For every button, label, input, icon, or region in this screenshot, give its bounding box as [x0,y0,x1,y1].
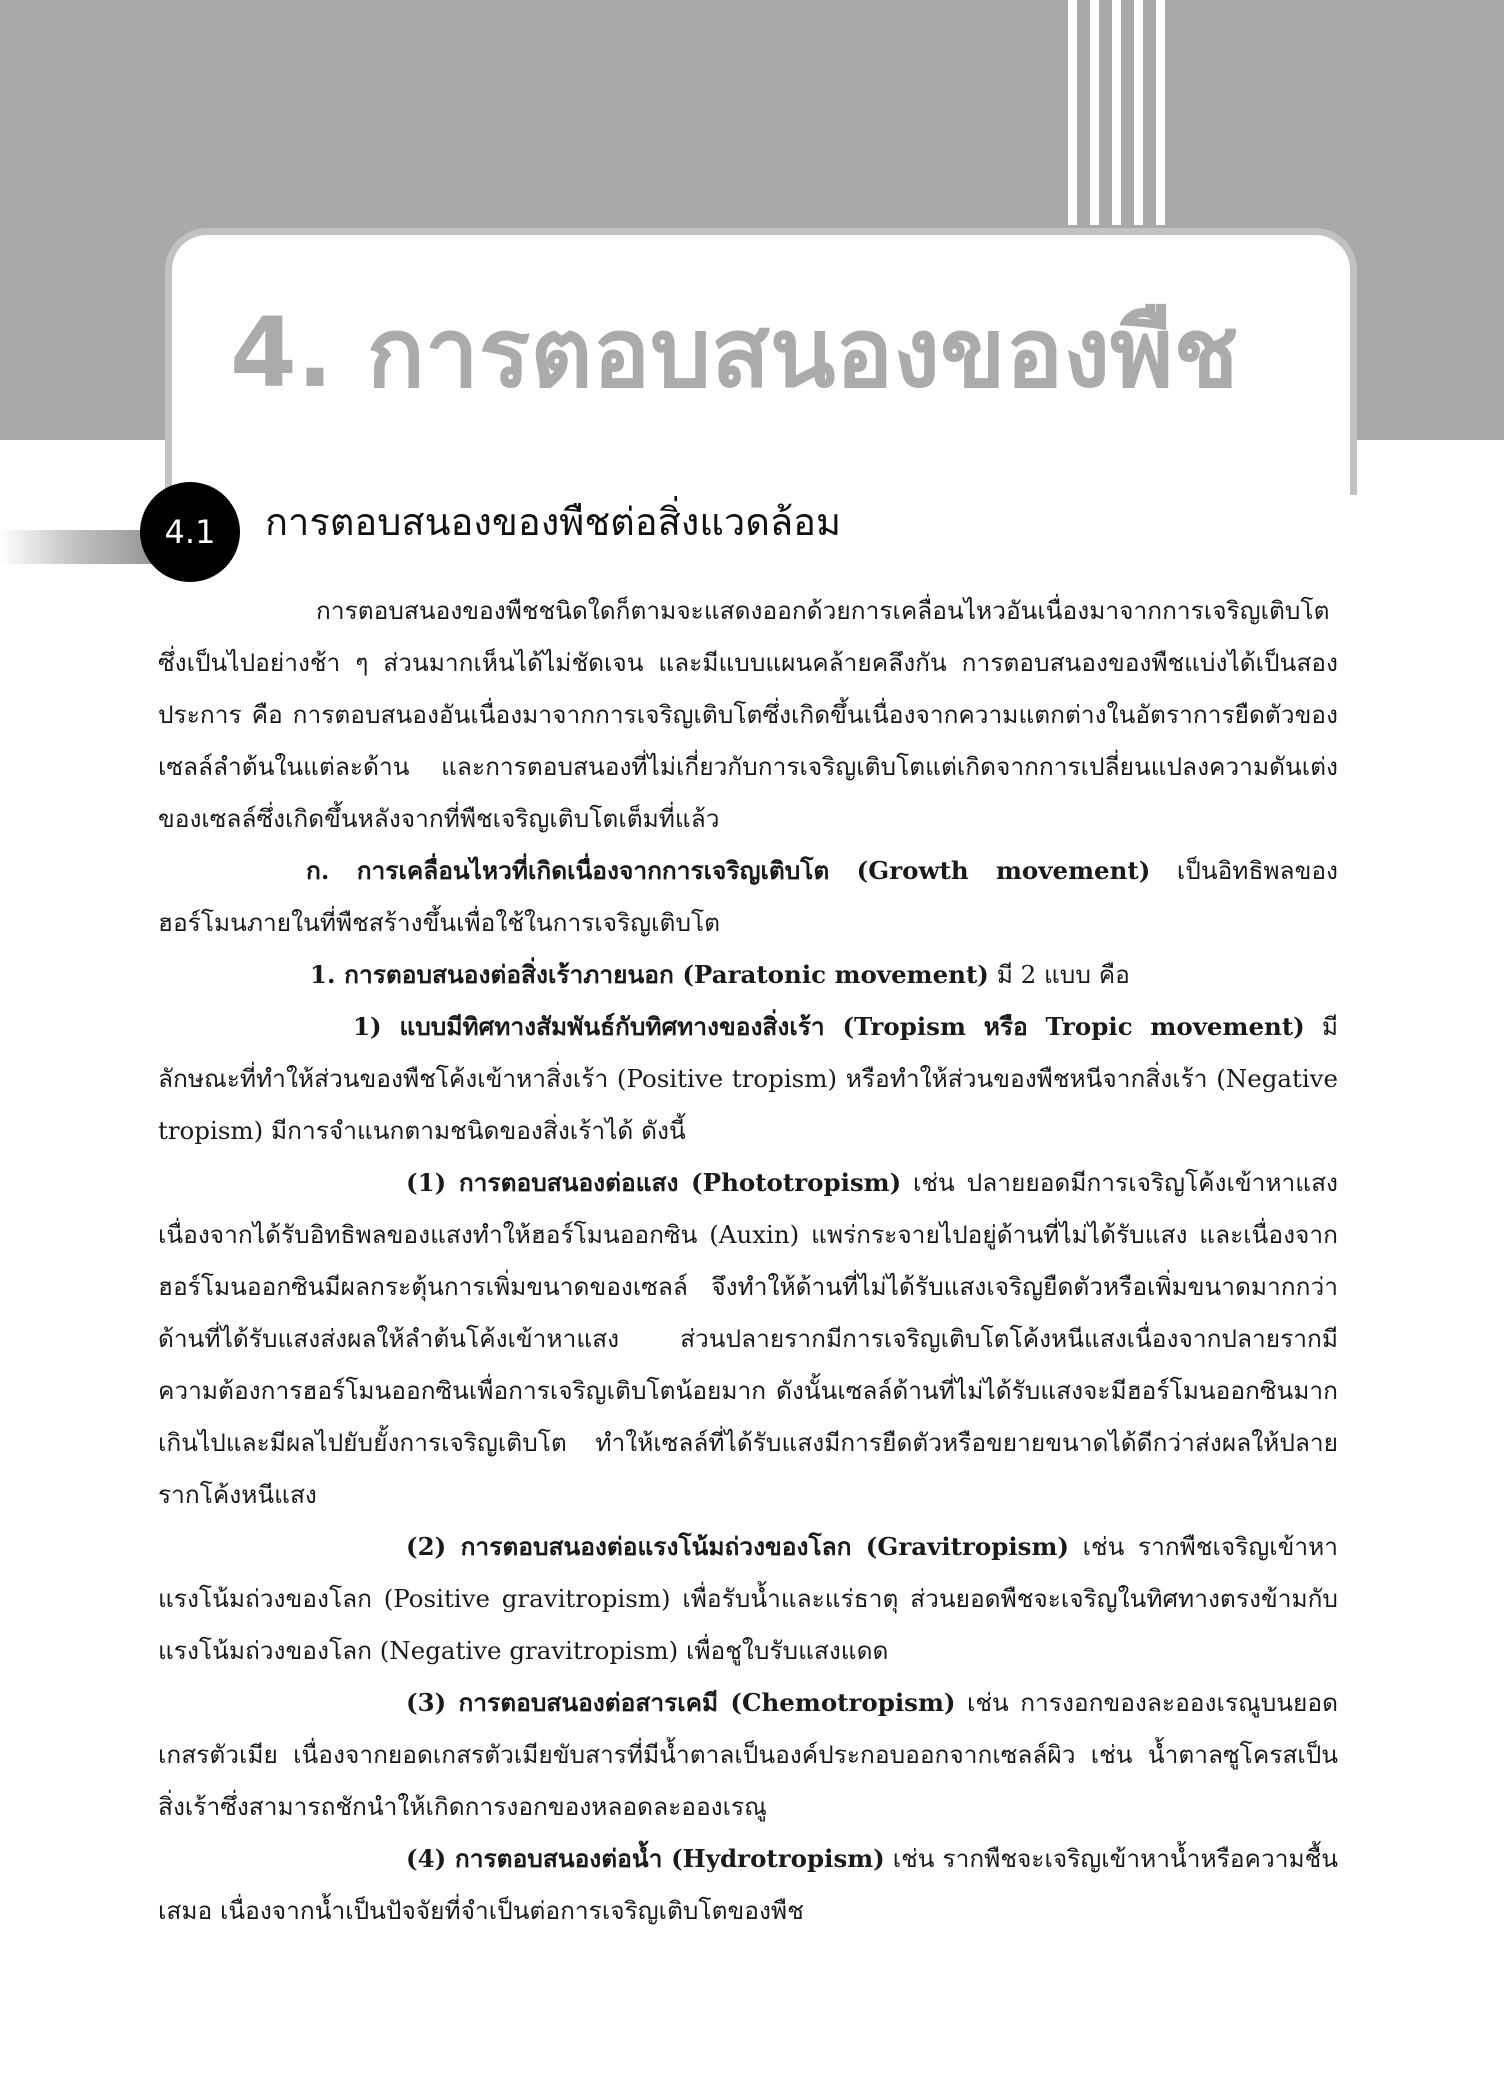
tropism-heading: 1) แบบมีทิศทางสัมพันธ์กับทิศทางของสิ่งเร้า (Tropism หรือ Tropic movement) [353,1012,1305,1041]
phototropism-heading: (1) การตอบสนองต่อแสง (Phototropism) [406,1168,902,1197]
chemotropism-text: เช่น การงอกของละอองเรณูบนยอดเกสรตัวเมีย เนื่องจากยอดเกสรตัวเมียขับสารที่มีน้ำตาลเป็นองค์ประกอบออกจากเซลล์ผิว เช่น น้ำตาลซูโครสเป็นสิ่งเร้าซึ่งสามารถชักนำให้เกิดการงอกของหลอดละอองเรณู [158,1688,1339,1821]
gravitropism-text: เช่น รากพืชเจริญเข้าหาแรงโน้มถ่วงของโลก (Positive gravitropism) เพื่อรับน้ำและแร่ธาตุ ส่วนยอดพืชจะเจริญในทิศทางตรงข้ามกับแรงโน้มถ่วงของโลก (Negative gravitropism) เพื่อชูใบรับแสงแดด [158,1532,1338,1665]
tropism-text: มีลักษณะที่ทำให้ส่วนของพืชโค้งเข้าหาสิ่งเร้า (Positive tropism) หรือทำให้ส่วนของพืชหนีจากสิ่งเร้า (Negative tropism) มีการจำแนกตามชนิดของสิ่งเร้าได้ ดังนี้ [158,1012,1338,1145]
tropism-paragraph [158,1001,1338,1157]
phototropism-paragraph [158,1157,1338,1521]
growth-movement-heading: ก. การเคลื่อนไหวที่เกิดเนื่องจากการเจริญเติบโต (Growth movement) [306,856,1151,885]
chapter-title: 4. การตอบสนองของพืช [230,297,1239,409]
hydrotropism-text: เช่น รากพืชจะเจริญเข้าหาน้ำหรือความชื้นเสมอ เนื่องจากน้ำเป็นปัจจัยที่จำเป็นต่อการเจริญเติบโตของพืช [158,1844,1338,1925]
decorative-stripes [1068,0,1178,225]
body-content [158,585,1338,1937]
hydrotropism-heading: (4) การตอบสนองต่อน้ำ (Hydrotropism) [406,1844,885,1873]
growth-movement-paragraph [158,845,1338,949]
section-number-badge: 4.1 [140,482,240,582]
hydrotropism-paragraph [158,1833,1338,1937]
gravitropism-paragraph [158,1521,1338,1677]
chemotropism-heading: (3) การตอบสนองต่อสารเคมี (Chemotropism) [406,1688,956,1717]
intro-paragraph: การตอบสนองของพืชชนิดใดก็ตามจะแสดงออกด้วยการเคลื่อนไหวอันเนื่องมาจากการเจริญเติบโตซึ่งเป็นไปอย่างช้า ๆ ส่วนมากเห็นได้ไม่ชัดเจน และมีแบบแผนคล้ายคลึงกัน การตอบสนองของพืชแบ่งได้เป็นสองประการ คือ การตอบสนองอันเนื่องมาจากการเจริญเติบโตซึ่งเกิดขึ้นเนื่องจากความแตกต่างในอัตราการยืดตัวของเซลล์ลำต้นในแต่ละด้าน และการตอบสนองที่ไม่เกี่ยวกับการเจริญเติบโตแต่เกิดจากการเปลี่ยนแปลงความดันเต่งของเซลล์ซึ่งเกิดขึ้นหลังจากที่พืชเจริญเติบโตเต็มที่แล้ว [158,596,1338,833]
paratonic-text: มี 2 แบบ คือ [988,960,1130,989]
section-title: การตอบสนองของพืชต่อสิ่งแวดล้อม [265,500,842,544]
paratonic-heading: 1. การตอบสนองต่อสิ่งเร้าภายนอก (Paratonic movement) [310,960,989,989]
growth-movement-text: เป็นอิทธิพลของฮอร์โมนภายในที่พืชสร้างขึ้นเพื่อใช้ในการเจริญเติบโต [158,856,1338,937]
phototropism-text: เช่น ปลายยอดมีการเจริญโค้งเข้าหาแสงเนื่องจากได้รับอิทธิพลของแสงทำให้ฮอร์โมนออกซิน (Auxin) แพร่กระจายไปอยู่ด้านที่ไม่ได้รับแสง และเนื่องจากฮอร์โมนออกซินมีผลกระตุ้นการเพิ่มขนาดของเซลล์ จึงทำให้ด้านที่ไม่ได้รับแสงเจริญยืดตัวหรือเพิ่มขนาดมากกว่าด้านที่ได้รับแสงส่งผลให้ลำต้นโค้งเข้าหาแสง ส่วนปลายรากมีการเจริญเติบโตโค้งหนีแสงเนื่องจากปลายรากมีความต้องการฮอร์โมนออกซินเพื่อการเจริญเติบโตน้อยมาก ดังนั้นเซลล์ด้านที่ไม่ได้รับแสงจะมีฮอร์โมนออกซินมากเกินไปและมีผลไปยับยั้งการเจริญเติบโต ทำให้เซลล์ที่ได้รับแสงมีการยืดตัวหรือขยายขนาดได้ดีกว่าส่งผลให้ปลายรากโค้งหนีแสง [158,1168,1338,1509]
chemotropism-paragraph [158,1677,1338,1833]
paratonic-paragraph [158,949,1338,1001]
gravitropism-heading: (2) การตอบสนองต่อแรงโน้มถ่วงของโลก (Gravitropism) [406,1532,1069,1561]
